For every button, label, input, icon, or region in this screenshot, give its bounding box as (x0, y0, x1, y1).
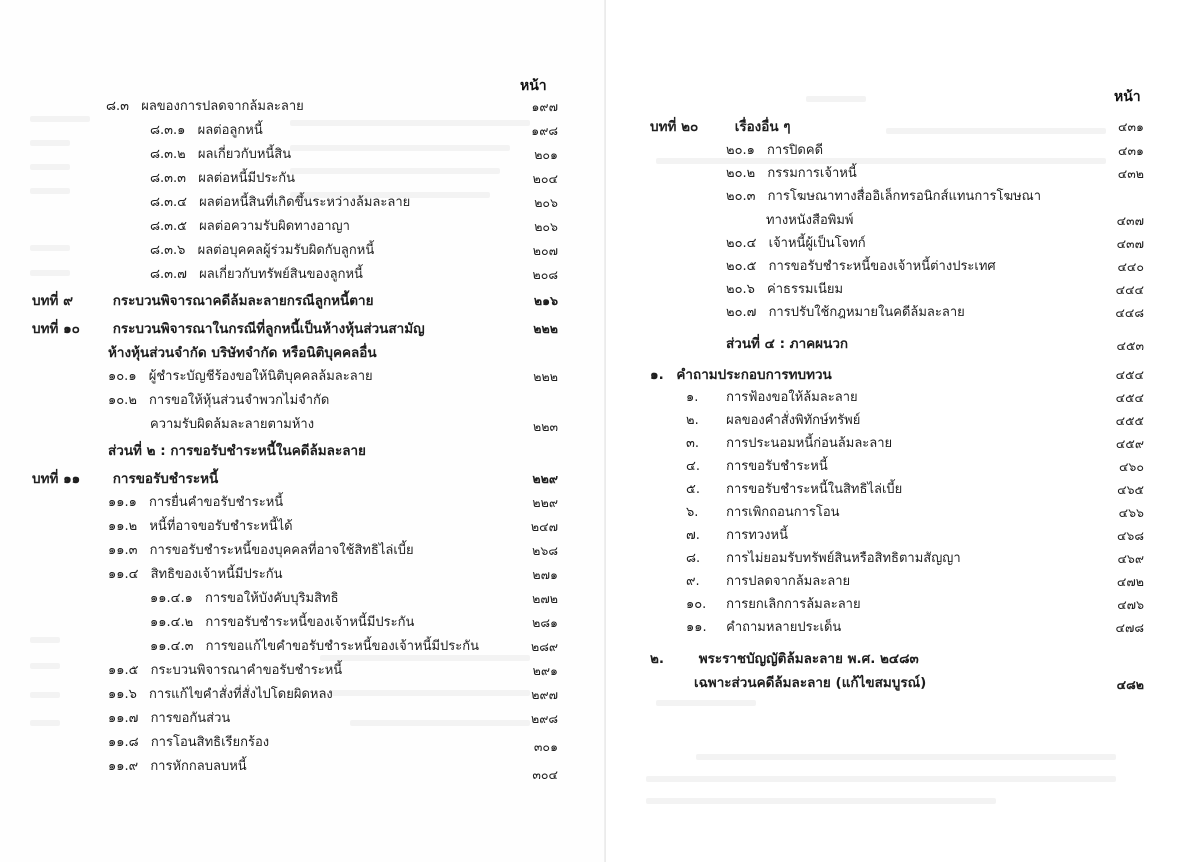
toc-title: เจ้าหนี้ผู้เป็นโจทก์ (768, 236, 866, 251)
toc-title: การโอนสิทธิเรียกร้อง (150, 735, 270, 750)
toc-entry[interactable] (150, 168, 295, 190)
part-heading: ส่วนที่ ๔ : ภาคผนวก (726, 336, 849, 352)
toc-entry[interactable] (726, 186, 1041, 208)
toc-page-number: ๓๐๑ (533, 739, 558, 754)
toc-page-number: ๒๖๘ (532, 543, 558, 558)
toc-page-number: ๔๕๔ (1115, 390, 1144, 405)
toc-title: สิทธิของเจ้าหนี้มีประกัน (150, 567, 283, 582)
toc-page-number: ๔๕๓ (1116, 338, 1144, 353)
toc-title: ผลต่อหนี้มีประกัน (198, 171, 296, 186)
toc-title-continuation: ความรับผิดล้มละลายตามห้าง (150, 417, 315, 432)
toc-entry[interactable] (108, 390, 329, 412)
toc-number: ๑๐.๑ (108, 369, 137, 384)
page-column-header: หน้า (520, 78, 547, 94)
toc-number: ๑๑.๖ (108, 687, 137, 702)
toc-entry[interactable] (686, 456, 828, 478)
toc-page-number: ๒๗๒ (532, 591, 558, 606)
toc-page-number: ๒๗๑ (532, 567, 558, 582)
toc-page-number: ๒๙๗ (531, 687, 558, 702)
toc-appendix-entry[interactable] (650, 364, 832, 386)
toc-title: ผลต่อหนี้สินที่เกิดขึ้นระหว่างล้มละลาย (199, 195, 411, 210)
toc-title: ผลของการปลดจากล้มละลาย (141, 99, 304, 114)
toc-title-continuation: เฉพาะส่วนคดีล้มละลาย (แก้ไขสมบูรณ์) (694, 675, 927, 691)
toc-title: การขอแก้ไขคำขอรับชำระหนี้ของเจ้าหนี้มีประกัน (205, 639, 480, 654)
toc-title: การทวงหนี้ (726, 528, 788, 543)
toc-entry[interactable] (150, 216, 350, 238)
toc-number: ๑. (650, 367, 664, 383)
toc-number: ๘.๓ (106, 99, 130, 114)
toc-page-number: ๔๗๒ (1116, 574, 1144, 589)
toc-page-number: ๒๒๒ (533, 321, 558, 336)
show-through (30, 245, 70, 251)
toc-title: การขอรับชำระหนี้ของเจ้าหนี้ต่างประเทศ (768, 259, 996, 274)
toc-page-number: ๔๘๒ (1116, 677, 1144, 692)
toc-page-number: ๑๙๗ (531, 99, 558, 114)
toc-entry[interactable] (150, 144, 291, 166)
show-through (30, 140, 70, 146)
toc-title: การขอรับชำระหนี้ของเจ้าหนี้มีประกัน (205, 615, 415, 630)
toc-number: ๑๑.๔ (108, 567, 139, 582)
toc-entry[interactable] (726, 279, 843, 301)
toc-title-continuation: ทางหนังสือพิมพ์ (766, 213, 854, 228)
toc-page-number: ๒๔๗ (530, 519, 558, 534)
toc-page-number: ๒๐๖ (534, 219, 558, 234)
show-through (886, 128, 1106, 134)
toc-page-number: ๒๐๘ (532, 267, 558, 282)
toc-page-number: ๒๙๘ (530, 711, 558, 726)
toc-title: การขอกันส่วน (150, 711, 231, 726)
toc-entry[interactable] (108, 366, 373, 388)
toc-entry[interactable] (150, 240, 374, 262)
part-heading: ส่วนที่ ๒ : การขอรับชำระหนี้ในคดีล้มละลาย (108, 443, 366, 459)
toc-entry[interactable] (686, 479, 902, 501)
toc-entry[interactable] (686, 617, 841, 639)
toc-number: ๒๐.๒ (726, 166, 756, 181)
toc-number: ๑๑.๔.๒ (150, 615, 194, 630)
toc-page-number: ๔๗๘ (1115, 620, 1144, 635)
toc-entry[interactable] (108, 756, 247, 778)
show-through (646, 798, 996, 804)
toc-number: ๘.๓.๒ (150, 147, 186, 162)
toc-title: คำถามหลายประเด็น (726, 620, 842, 635)
toc-page-number: ๒๐๔ (532, 171, 558, 186)
toc-title: กระบวนพิจารณาคำขอรับชำระหนี้ (150, 663, 343, 678)
toc-chapter-entry[interactable] (32, 468, 218, 490)
toc-number: ๑๑.๔.๑ (150, 591, 193, 606)
toc-title: การขอรับชำระหนี้ (726, 459, 828, 474)
toc-entry[interactable] (726, 256, 996, 278)
toc-title: คำถามประกอบการทบทวน (676, 367, 832, 383)
show-through (290, 145, 510, 151)
toc-title: กระบวนพิจารณาคดีล้มละลายกรณีลูกหนี้ตาย (112, 293, 374, 309)
toc-entry[interactable] (108, 708, 230, 730)
toc-number: ๑๑.๗ (108, 711, 139, 726)
show-through (646, 776, 1116, 782)
show-through (30, 270, 70, 276)
toc-title: ผลเกี่ยวกับทรัพย์สินของลูกหนี้ (199, 267, 363, 282)
show-through (330, 690, 530, 696)
toc-title: ผลต่อบุคคลผู้ร่วมรับผิดกับลูกหนี้ (197, 243, 375, 258)
toc-page-number: ๔๓๑ (1118, 143, 1144, 158)
toc-title: การขอให้บังคับบุริมสิทธิ (205, 591, 339, 606)
toc-entry[interactable] (726, 140, 823, 162)
toc-page-number: ๔๓๒ (1117, 166, 1144, 181)
toc-page-number: ๒๐๖ (534, 195, 558, 210)
toc-entry[interactable] (106, 96, 304, 118)
toc-number: บทที่ ๑๑ (32, 471, 81, 487)
toc-title: ผู้ชำระบัญชีร้องขอให้นิติบุคคลล้มละลาย (148, 369, 373, 384)
show-through (30, 116, 90, 122)
toc-entry[interactable] (150, 636, 479, 658)
toc-page-number: ๒๒๓ (532, 419, 558, 434)
page-column-header: หน้า (1114, 89, 1141, 105)
toc-page-number: ๔๖๙ (1117, 551, 1144, 566)
toc-number: ๘.๓.๕ (150, 219, 188, 234)
toc-entry[interactable] (108, 564, 282, 586)
toc-title: การปิดคดี (767, 143, 824, 158)
toc-entry[interactable] (686, 525, 788, 547)
toc-number: ๒๐.๗ (726, 305, 757, 320)
toc-page-number: ๔๖๐ (1118, 459, 1144, 474)
toc-page-number: ๒๘๙ (530, 639, 558, 654)
toc-entry[interactable] (108, 684, 333, 706)
toc-title: การเพิกถอนการโอน (726, 505, 840, 520)
toc-title: ผลต่อความรับผิดทางอาญา (199, 219, 350, 234)
toc-entry[interactable] (108, 492, 283, 514)
toc-number: ๔. (686, 459, 700, 474)
toc-title: การปลดจากล้มละลาย (726, 574, 851, 589)
toc-title: การยื่นคำขอรับชำระหนี้ (149, 495, 284, 510)
toc-title: การยกเลิกการล้มละลาย (726, 597, 861, 612)
toc-number: ๖. (686, 505, 699, 520)
toc-number: ๑๑.๓ (108, 543, 138, 558)
toc-number: ๘.๓.๓ (150, 171, 187, 186)
toc-page-number: ๒๙๑ (532, 663, 558, 678)
toc-chapter-entry[interactable] (650, 116, 791, 138)
toc-entry[interactable] (108, 516, 293, 538)
toc-page-number: ๔๗๖ (1117, 597, 1144, 612)
toc-number: ๘.๓.๑ (150, 123, 186, 138)
toc-page-number: ๒๐๑ (534, 147, 558, 162)
toc-number: ๒๐.๑ (726, 143, 755, 158)
toc-entry[interactable] (686, 410, 860, 432)
toc-number: ๘.๓.๗ (150, 267, 187, 282)
toc-number: ๘.๓.๔ (150, 195, 188, 210)
toc-page-number: ๔๔๘ (1115, 305, 1144, 320)
toc-number: ๓. (686, 436, 700, 451)
toc-title: การขอรับชำระหนี้ในสิทธิไล่เบี้ย (726, 482, 903, 497)
toc-entry[interactable] (686, 387, 858, 409)
toc-entry[interactable] (686, 433, 892, 455)
toc-page-number: ๔๔๐ (1117, 259, 1144, 274)
toc-number: ๑๑.๕ (108, 663, 139, 678)
toc-entry[interactable] (686, 548, 961, 570)
toc-number: บทที่ ๑๐ (32, 321, 80, 337)
toc-number: ๗. (686, 528, 700, 543)
show-through (30, 720, 60, 726)
toc-title: กรรมการเจ้าหนี้ (767, 166, 857, 181)
toc-number: ๑๑.๘ (108, 735, 139, 750)
toc-chapter-entry[interactable] (32, 290, 374, 312)
toc-page-number: ๔๖๕ (1117, 482, 1144, 497)
toc-title: เรื่องอื่น ๆ (734, 119, 791, 135)
toc-entry[interactable] (150, 192, 410, 214)
toc-number: บทที่ ๙ (32, 293, 73, 309)
toc-title-continuation: ห้างหุ้นส่วนจำกัด บริษัทจำกัด หรือนิติบุคคลอื่น (108, 345, 377, 361)
show-through (350, 720, 530, 726)
toc-number: ๕. (686, 482, 700, 497)
toc-title: ผลต่อลูกหนี้ (197, 123, 263, 138)
show-through (30, 692, 60, 698)
toc-number: ๒๐.๓ (726, 189, 756, 204)
show-through (30, 164, 70, 170)
toc-page-number: ๔๔๔ (1115, 282, 1144, 297)
toc-number: ๑๑.๙ (108, 759, 139, 774)
toc-number: ๑๐.๒ (108, 393, 137, 408)
toc-number: ๒๐.๕ (726, 259, 757, 274)
toc-page-number: ๔๕๕ (1115, 413, 1144, 428)
toc-page-number: ๔๕๙ (1115, 436, 1144, 451)
toc-title: กระบวนพิจารณาในกรณีที่ลูกหนี้เป็นห้างหุ้นส่วนสามัญ (112, 321, 425, 337)
toc-entry[interactable] (726, 302, 965, 324)
show-through (656, 158, 1106, 164)
toc-number: ๒๐.๖ (726, 282, 755, 297)
toc-entry[interactable] (686, 502, 840, 524)
toc-number: ๙. (686, 574, 700, 589)
toc-entry[interactable] (108, 540, 414, 562)
toc-entry[interactable] (686, 571, 850, 593)
show-through (30, 188, 70, 194)
toc-number: ๒๐.๔ (726, 236, 757, 251)
toc-title: พระราชบัญญัติล้มละลาย พ.ศ. ๒๔๘๓ (698, 651, 919, 667)
toc-appendix-entry[interactable] (650, 648, 919, 670)
toc-title: การฟ้องขอให้ล้มละลาย (726, 390, 858, 405)
toc-page-number: ๒๒๙ (532, 495, 558, 510)
toc-page-number: ๒๐๗ (532, 243, 558, 258)
toc-number: ๘.๓.๖ (150, 243, 186, 258)
toc-page-number: ๔๖๖ (1118, 505, 1144, 520)
toc-number: ๘. (686, 551, 701, 566)
toc-page-number: ๔๓๗ (1116, 213, 1144, 228)
toc-number: ๑๑.๒ (108, 519, 138, 534)
show-through (656, 700, 756, 706)
toc-page-number: ๒๑๖ (533, 293, 558, 308)
toc-page-number: ๔๓๑ (1118, 119, 1144, 134)
show-through (290, 120, 530, 126)
toc-page-number: ๔๕๔ (1115, 367, 1144, 382)
toc-title: การไม่ยอมรับทรัพย์สินหรือสิทธิตามสัญญา (726, 551, 961, 566)
toc-number: ๑. (686, 390, 699, 405)
toc-title: หนี้ที่อาจขอรับชำระหนี้ได้ (149, 519, 293, 534)
toc-number: ๒. (686, 413, 699, 428)
toc-entry[interactable] (686, 594, 861, 616)
toc-chapter-entry[interactable] (32, 318, 425, 340)
right-page (606, 0, 1200, 862)
toc-title: ค่าธรรมเนียม (767, 282, 844, 297)
toc-page-number: ๒๒๙ (532, 471, 558, 486)
toc-number: บทที่ ๒๐ (650, 119, 699, 135)
toc-number: ๑๐. (686, 597, 707, 612)
toc-page-number: ๔๖๘ (1116, 528, 1144, 543)
toc-title: การประนอมหนี้ก่อนล้มละลาย (726, 436, 893, 451)
toc-entry[interactable] (726, 233, 866, 255)
show-through (290, 168, 500, 174)
toc-entry[interactable] (726, 163, 857, 185)
toc-title: การหักกลบลบหนี้ (150, 759, 247, 774)
show-through (806, 96, 866, 102)
toc-title: การขอรับชำระหนี้ของบุคคลที่อาจใช้สิทธิไล่เบี้ย (149, 543, 414, 558)
toc-entry[interactable] (108, 732, 269, 754)
toc-entry[interactable] (150, 612, 414, 634)
toc-page-number: ๒๒๒ (533, 369, 558, 384)
toc-title: การโฆษณาทางสื่ออิเล็กทรอนิกส์แทนการโฆษณา (767, 189, 1042, 204)
toc-title: ผลเกี่ยวกับหนี้สิน (197, 147, 292, 162)
toc-number: ๑๑. (686, 620, 707, 635)
toc-entry[interactable] (150, 120, 263, 142)
toc-page-number: ๑๙๘ (531, 123, 558, 138)
toc-number: ๑๑.๑ (108, 495, 137, 510)
toc-page-number: ๔๓๗ (1116, 236, 1144, 251)
toc-title: การขอรับชำระหนี้ (112, 471, 219, 487)
toc-entry[interactable] (150, 264, 363, 286)
toc-title: การขอให้หุ้นส่วนจำพวกไม่จำกัด (149, 393, 330, 408)
show-through (696, 754, 1116, 760)
toc-page-number: ๒๘๑ (532, 615, 558, 630)
toc-title: การแก้ไขคำสั่งที่สั่งไปโดยผิดหลง (149, 687, 333, 702)
toc-title: ผลของคำสั่งพิทักษ์ทรัพย์ (726, 413, 861, 428)
toc-title: การปรับใช้กฎหมายในคดีล้มละลาย (768, 305, 965, 320)
toc-page-number: ๓๐๔ (532, 767, 558, 782)
show-through (30, 663, 60, 669)
toc-number: ๑๑.๔.๓ (150, 639, 194, 654)
toc-entry[interactable] (108, 660, 342, 682)
toc-number: ๒. (650, 651, 665, 667)
show-through (30, 637, 60, 643)
toc-entry[interactable] (150, 588, 339, 610)
